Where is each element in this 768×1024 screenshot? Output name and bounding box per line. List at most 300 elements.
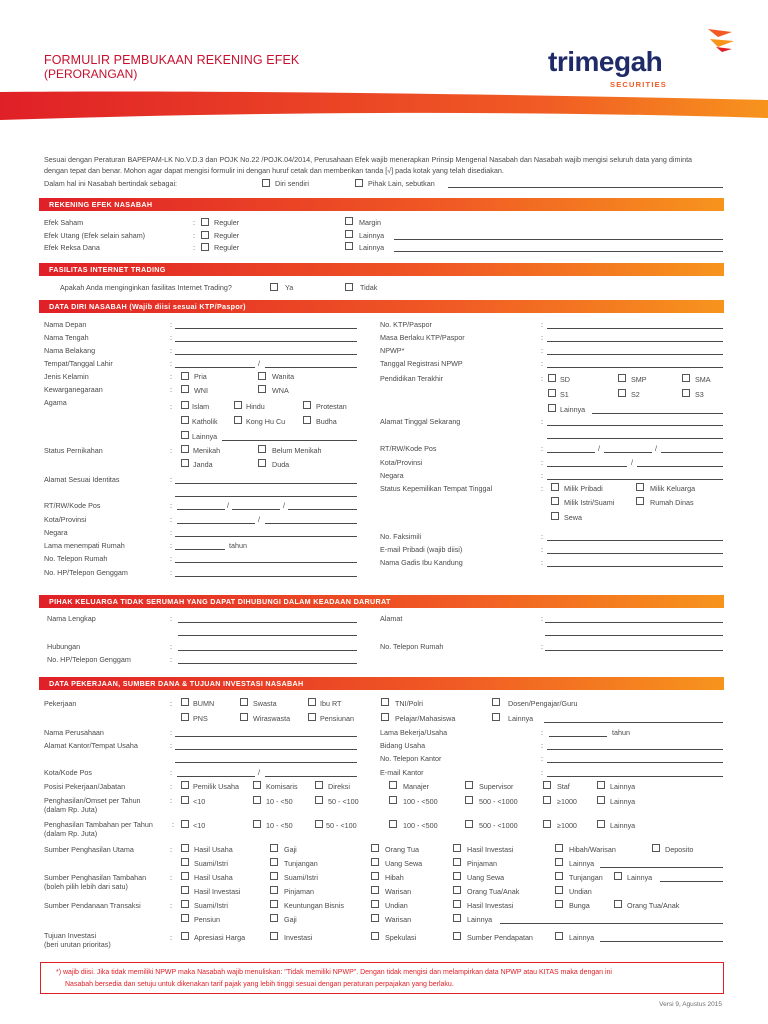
reksa-lainnya-field[interactable] <box>394 251 723 252</box>
masa-berlaku-label: Masa Berlaku KTP/Paspor <box>380 333 465 342</box>
jenis-kelamin-label: Jenis Kelamin <box>44 372 89 381</box>
hasil-investasi-label: Hasil Investasi <box>194 887 241 896</box>
agama-lainnya-field[interactable] <box>222 440 357 441</box>
belum-menikah-checkbox[interactable] <box>258 445 266 453</box>
hasil-investasi-label: Hasil Investasi <box>467 901 514 910</box>
utang-lainnya-field[interactable] <box>394 239 723 240</box>
tempat-lahir-field[interactable] <box>175 367 255 368</box>
npwp-field[interactable] <box>547 354 723 355</box>
nama-belakang-field[interactable] <box>175 354 357 355</box>
utama-pinjaman-checkbox[interactable] <box>453 858 461 866</box>
hasil-usaha-label: Hasil Usaha <box>194 873 233 882</box>
rumah-dinas-label: Rumah Dinas <box>650 498 694 507</box>
keluarga-nama-field-2[interactable] <box>178 635 357 636</box>
alamat-tinggal-field-1[interactable] <box>547 425 723 426</box>
tni-checkbox[interactable] <box>381 698 389 706</box>
lainnya-label: Lainnya <box>560 405 586 414</box>
dosen-checkbox[interactable] <box>492 698 500 706</box>
pelajar-checkbox[interactable] <box>381 713 389 721</box>
hindu-checkbox[interactable] <box>234 401 242 409</box>
islam-checkbox[interactable] <box>181 401 189 409</box>
pria-checkbox[interactable] <box>181 372 189 380</box>
smp-checkbox[interactable] <box>618 374 626 382</box>
reguler-label: Reguler <box>214 218 240 227</box>
tambahan-r6-checkbox[interactable] <box>543 820 551 828</box>
range-label: 500 - <1000 <box>479 821 518 830</box>
lainnya-label: Lainnya <box>610 821 636 830</box>
dana-pensiun-checkbox[interactable] <box>181 914 189 922</box>
protestan-checkbox[interactable] <box>303 401 311 409</box>
nama-depan-field[interactable] <box>175 328 357 329</box>
direksi-checkbox[interactable] <box>315 781 323 789</box>
rumah-dinas-checkbox[interactable] <box>636 497 644 505</box>
hasil-usaha-label: Hasil Usaha <box>194 845 233 854</box>
sma-checkbox[interactable] <box>682 374 690 382</box>
alamat-kantor-field-1[interactable] <box>175 749 357 750</box>
keluarga-alamat-field-1[interactable] <box>545 622 723 623</box>
agama-lainnya-checkbox[interactable] <box>181 431 189 439</box>
utama-hasil-investasi-checkbox[interactable] <box>453 844 461 852</box>
sumber-utama-label: Sumber Penghasilan Utama <box>44 845 134 854</box>
wanita-label: Wanita <box>272 372 295 381</box>
utama-deposito-checkbox[interactable] <box>652 844 660 852</box>
pendidikan-label: Pendidikan Terakhir <box>380 374 443 383</box>
katholik-checkbox[interactable] <box>181 416 189 424</box>
kodepos-tinggal-field[interactable] <box>661 452 723 453</box>
manajer-label: Manajer <box>403 782 429 791</box>
section-header-pekerjaan: DATA PEKERJAAN, SUMBER DANA & TUJUAN INVESTASI NASABAH <box>39 677 724 690</box>
email-kantor-field[interactable] <box>547 776 723 777</box>
staf-checkbox[interactable] <box>543 781 551 789</box>
gaji-label: Gaji <box>284 915 297 924</box>
smp-label: SMP <box>631 375 647 384</box>
dana-hasil-investasi-checkbox[interactable] <box>453 900 461 908</box>
s2-label: S2 <box>631 390 640 399</box>
sd-checkbox[interactable] <box>548 374 556 382</box>
milik-keluarga-label: Milik Keluarga <box>650 484 696 493</box>
dana-bunga-checkbox[interactable] <box>555 900 563 908</box>
securities-logo-text: SECURITIES <box>610 80 668 89</box>
keluarga-hp-field[interactable] <box>178 663 357 664</box>
konghucu-checkbox[interactable] <box>234 416 242 424</box>
tambahan-r5-checkbox[interactable] <box>465 820 473 828</box>
penghasilan-label: Penghasilan/Omset per Tahun <box>44 796 141 805</box>
masa-berlaku-field[interactable] <box>547 341 723 342</box>
budha-checkbox[interactable] <box>303 416 311 424</box>
dana-keuntungan-checkbox[interactable] <box>270 900 278 908</box>
kota-label: Kota/Provinsi <box>44 515 87 524</box>
janda-checkbox[interactable] <box>181 459 189 467</box>
deposito-label: Deposito <box>665 845 694 854</box>
rw-tinggal-field[interactable] <box>604 452 652 453</box>
provinsi-tinggal-field[interactable] <box>637 466 723 467</box>
telp-kantor-field[interactable] <box>547 762 723 763</box>
investasi-label: Investasi <box>284 933 313 942</box>
uang-sewa-label: Uang Sewa <box>385 859 423 868</box>
bumn-label: BUMN <box>193 699 215 708</box>
posisi-label: Posisi Pekerjaan/Jabatan <box>44 782 126 791</box>
penghasilan-r1-checkbox[interactable] <box>181 796 189 804</box>
kodepos-kantor-field[interactable] <box>265 776 357 777</box>
duda-checkbox[interactable] <box>258 459 266 467</box>
pelajar-label: Pelajar/Mahasiswa <box>395 714 456 723</box>
pihak-lain-label: Pihak Lain, sebutkan <box>368 179 435 188</box>
menikah-checkbox[interactable] <box>181 445 189 453</box>
dalam-juta-label: (dalam Rp. Juta) <box>44 805 98 814</box>
ibu-rt-checkbox[interactable] <box>308 698 316 706</box>
pemilik-usaha-checkbox[interactable] <box>181 781 189 789</box>
tambahan-pinjaman-checkbox[interactable] <box>270 886 278 894</box>
npwp-note-box <box>40 962 724 994</box>
orang-tua-anak-label: Orang Tua/Anak <box>627 901 680 910</box>
range-label: <10 <box>193 821 206 830</box>
pensiunan-checkbox[interactable] <box>308 713 316 721</box>
tambahan-r4-checkbox[interactable] <box>389 820 397 828</box>
warisan-label: Warisan <box>385 887 412 896</box>
range-label: 100 - <500 <box>403 797 438 806</box>
alamat-identitas-field-1[interactable] <box>175 483 357 484</box>
ttl-label: Tempat/Tanggal Lahir <box>44 359 113 368</box>
warisan-label: Warisan <box>385 915 412 924</box>
telp-rumah-field[interactable] <box>175 562 357 563</box>
keluarga-nama-field-1[interactable] <box>178 622 357 623</box>
tunjangan-label: Tunjangan <box>569 873 603 882</box>
dana-undian-checkbox[interactable] <box>371 900 379 908</box>
hasil-investasi-label: Hasil Investasi <box>467 845 514 854</box>
hubungan-field[interactable] <box>178 650 357 651</box>
tambahan-hibah-checkbox[interactable] <box>371 872 379 880</box>
s1-checkbox[interactable] <box>548 389 556 397</box>
range-label: <10 <box>193 797 206 806</box>
agama-label: Agama <box>44 398 67 407</box>
trimegah-logo-text: trimegah <box>548 46 663 77</box>
tujuan-lainnya-field[interactable] <box>600 941 723 942</box>
gaji-label: Gaji <box>284 845 297 854</box>
tujuan-apresiasi-checkbox[interactable] <box>181 932 189 940</box>
alamat-identitas-label: Alamat Sesuai Identitas <box>44 475 120 484</box>
pekerjaan-label: Pekerjaan <box>44 699 77 708</box>
hindu-label: Hindu <box>246 402 265 411</box>
tambahan-r3-checkbox[interactable] <box>315 820 323 828</box>
bunga-label: Bunga <box>569 901 590 910</box>
margin-checkbox[interactable] <box>345 217 353 225</box>
tambahan-warisan-checkbox[interactable] <box>371 886 379 894</box>
nama-depan-label: Nama Depan <box>44 320 87 329</box>
penghasilan-r6-checkbox[interactable] <box>543 796 551 804</box>
tujuan-lainnya-checkbox[interactable] <box>555 932 563 940</box>
tambahan-lainnya-checkbox[interactable] <box>614 872 622 880</box>
janda-label: Janda <box>193 460 213 469</box>
pekerjaan-lainnya-checkbox[interactable] <box>492 713 500 721</box>
s3-checkbox[interactable] <box>682 389 690 397</box>
orang-tua-label: Orang Tua <box>385 845 419 854</box>
rt-rw-label: RT/RW/Kode Pos <box>44 501 101 510</box>
nama-tengah-field[interactable] <box>175 341 357 342</box>
utang-reguler-checkbox[interactable] <box>201 231 209 239</box>
saham-reguler-checkbox[interactable] <box>201 218 209 226</box>
rt-tinggal-field[interactable] <box>547 452 595 453</box>
alamat-tinggal-field-2[interactable] <box>547 438 723 439</box>
tujuan-sumber-pendapatan-checkbox[interactable] <box>453 932 461 940</box>
bumn-checkbox[interactable] <box>181 698 189 706</box>
tahun-label: tahun <box>612 728 630 737</box>
bidang-usaha-field[interactable] <box>547 749 723 750</box>
s2-checkbox[interactable] <box>618 389 626 397</box>
duda-label: Duda <box>272 460 290 469</box>
alamat-tinggal-label: Alamat Tinggal Sekarang <box>380 417 461 426</box>
lama-menempati-label: Lama menempati Rumah <box>44 541 125 550</box>
nama-perusahaan-label: Nama Perusahaan <box>44 728 104 737</box>
wna-checkbox[interactable] <box>258 385 266 393</box>
boleh-label: (boleh pilih lebih dari satu) <box>44 882 128 891</box>
keluarga-alamat-label: Alamat <box>380 614 403 623</box>
tujuan-investasi-label: Tujuan Investasi <box>44 931 97 940</box>
sewa-checkbox[interactable] <box>551 512 559 520</box>
nama-perusahaan-field[interactable] <box>175 736 357 737</box>
negara-tinggal-field[interactable] <box>547 479 723 480</box>
status-rumah-label: Status Kepemilikan Tempat Tinggal <box>380 484 493 493</box>
tambahan-tunjangan-checkbox[interactable] <box>555 872 563 880</box>
rt-rw-label: RT/RW/Kode Pos <box>380 444 437 453</box>
utama-orang-tua-checkbox[interactable] <box>371 844 379 852</box>
reksa-lainnya-checkbox[interactable] <box>345 242 353 250</box>
orang-tua-anak-label: Orang Tua/Anak <box>467 887 520 896</box>
wna-label: WNA <box>272 386 289 395</box>
wiraswasta-label: Wiraswasta <box>253 714 291 723</box>
tambahan-r1-checkbox[interactable] <box>181 820 189 828</box>
kota-field[interactable] <box>177 523 255 524</box>
penghasilan-r4-checkbox[interactable] <box>389 796 397 804</box>
keluarga-nama-label: Nama Lengkap <box>47 614 96 623</box>
utama-tunjangan-checkbox[interactable] <box>270 858 278 866</box>
tambahan-undian-checkbox[interactable] <box>555 886 563 894</box>
dosen-label: Dosen/Pengajar/Guru <box>508 699 578 708</box>
email-kantor-label: E-mail Kantor <box>380 768 424 777</box>
tunjangan-label: Tunjangan <box>284 859 318 868</box>
range-label: 10 - <50 <box>266 821 293 830</box>
kewarganegaraan-label: Kewarganegaraan <box>44 385 103 394</box>
pihak-lain-field[interactable] <box>448 187 723 188</box>
dana-warisan-checkbox[interactable] <box>371 914 379 922</box>
ibu-kandung-field[interactable] <box>547 566 723 567</box>
tambahan-r2-checkbox[interactable] <box>253 820 261 828</box>
pensiunan-label: Pensiunan <box>320 714 354 723</box>
utang-lainnya-checkbox[interactable] <box>345 230 353 238</box>
lainnya-label: Lainnya <box>569 859 595 868</box>
milik-istri-checkbox[interactable] <box>551 497 559 505</box>
sumber-tambahan-label: Sumber Penghasilan Tambahan <box>44 873 147 882</box>
hp-label: No. HP/Telepon Genggam <box>44 568 128 577</box>
tambahan-hasil-usaha-checkbox[interactable] <box>181 872 189 880</box>
keluarga-telp-label: No. Telepon Rumah <box>380 642 444 651</box>
reksa-reguler-checkbox[interactable] <box>201 243 209 251</box>
posisi-lainnya-checkbox[interactable] <box>597 781 605 789</box>
note-line2: Nasabah bersedia dan setuju untuk dikenakan tarif pajak yang lebih tinggi sesuai dengan peraturan perpajakan yang berlaku. <box>65 981 454 988</box>
lama-bekerja-label: Lama Bekerja/Usaha <box>380 728 448 737</box>
faks-field[interactable] <box>547 540 723 541</box>
pemilik-usaha-label: Pemilik Usaha <box>193 782 239 791</box>
acting-as-label: Dalam hal ini Nasabah bertindak sebagai: <box>44 179 178 188</box>
keluarga-telp-field[interactable] <box>545 650 723 651</box>
reguler-label: Reguler <box>214 231 240 240</box>
pendidikan-lainnya-field[interactable] <box>592 413 723 414</box>
sumber-dana-label: Sumber Pendanaan Transaksi <box>44 901 141 910</box>
email-field[interactable] <box>547 553 723 554</box>
header-swoosh-decoration <box>0 88 768 128</box>
manajer-checkbox[interactable] <box>389 781 397 789</box>
milik-keluarga-checkbox[interactable] <box>636 483 644 491</box>
kota-kodepos-label: Kota/Kode Pos <box>44 768 92 777</box>
penghasilan-tambahan-label: Penghasilan Tambahan per Tahun <box>44 820 153 829</box>
lainnya-label: Lainnya <box>359 243 385 252</box>
alamat-kantor-label: Alamat Kantor/Tempat Usaha <box>44 741 138 750</box>
undian-label: Undian <box>569 887 592 896</box>
internet-tidak-checkbox[interactable] <box>345 283 353 291</box>
pendidikan-lainnya-checkbox[interactable] <box>548 404 556 412</box>
swasta-checkbox[interactable] <box>240 698 248 706</box>
lainnya-label: Lainnya <box>569 933 595 942</box>
milik-pribadi-checkbox[interactable] <box>551 483 559 491</box>
kota-tinggal-field[interactable] <box>547 466 627 467</box>
dalam-juta-label: (dalam Rp. Juta) <box>44 829 98 838</box>
penghasilan-r2-checkbox[interactable] <box>253 796 261 804</box>
rw-field[interactable] <box>232 509 280 510</box>
pensiun-label: Pensiun <box>194 915 220 924</box>
dana-orang-tua-anak-checkbox[interactable] <box>614 900 622 908</box>
rt-field[interactable] <box>177 509 225 510</box>
section-header-keluarga: PIHAK KELUARGA TIDAK SERUMAH YANG DAPAT DIHUBUNGI DALAM KEADAAN DARURAT <box>39 595 724 608</box>
hp-field[interactable] <box>175 576 357 577</box>
suami-istri-label: Suami/Istri <box>194 901 228 910</box>
sma-label: SMA <box>695 375 711 384</box>
form-subtitle: (PERORANGAN) <box>44 67 138 81</box>
wni-checkbox[interactable] <box>181 385 189 393</box>
pria-label: Pria <box>194 372 207 381</box>
ktp-label: No. KTP/Paspor <box>380 320 432 329</box>
kodepos-field[interactable] <box>288 509 357 510</box>
utama-lainnya-checkbox[interactable] <box>555 858 563 866</box>
provinsi-field[interactable] <box>265 523 357 524</box>
utama-hibah-warisan-checkbox[interactable] <box>555 844 563 852</box>
tambahan-lainnya-field[interactable] <box>660 881 723 882</box>
kota-kantor-field[interactable] <box>177 776 255 777</box>
pns-checkbox[interactable] <box>181 713 189 721</box>
utama-uang-sewa-checkbox[interactable] <box>371 858 379 866</box>
section-header-rekening: REKENING EFEK NASABAH <box>39 198 724 211</box>
undian-label: Undian <box>385 901 408 910</box>
pekerjaan-lainnya-field[interactable] <box>544 722 723 723</box>
sd-label: SD <box>560 375 570 384</box>
katholik-label: Katholik <box>192 417 218 426</box>
wiraswasta-checkbox[interactable] <box>240 713 248 721</box>
pihak-lain-checkbox[interactable] <box>355 179 363 187</box>
dana-lainnya-field[interactable] <box>500 923 723 924</box>
islam-label: Islam <box>192 402 210 411</box>
telp-rumah-label: No. Telepon Rumah <box>44 554 108 563</box>
diri-sendiri-checkbox[interactable] <box>262 179 270 187</box>
tambahan-lainnya-checkbox[interactable] <box>597 820 605 828</box>
dana-suami-istri-checkbox[interactable] <box>181 900 189 908</box>
tambahan-hasil-investasi-checkbox[interactable] <box>181 886 189 894</box>
sumber-pendapatan-label: Sumber Pendapatan <box>467 933 533 942</box>
utama-suami-istri-checkbox[interactable] <box>181 858 189 866</box>
ibu-rt-label: Ibu RT <box>320 699 342 708</box>
dana-gaji-checkbox[interactable] <box>270 914 278 922</box>
section-header-data-diri: DATA DIRI NASABAH (Wajib diisi sesuai KTP/Paspor) <box>39 300 724 313</box>
lama-menempati-field[interactable] <box>175 549 225 550</box>
apresiasi-label: Apresiasi Harga <box>194 933 246 942</box>
tgl-npwp-field[interactable] <box>547 367 723 368</box>
utama-hasil-usaha-checkbox[interactable] <box>181 844 189 852</box>
tanggal-lahir-field[interactable] <box>265 367 357 368</box>
section-header-internet: FASILITAS INTERNET TRADING <box>39 263 724 276</box>
milik-istri-label: Milik Istri/Suami <box>564 498 615 507</box>
menikah-label: Menikah <box>193 446 221 455</box>
negara-field[interactable] <box>175 536 357 537</box>
dana-lainnya-checkbox[interactable] <box>453 914 461 922</box>
supervisor-checkbox[interactable] <box>465 781 473 789</box>
range-label: ≥1000 <box>557 821 577 830</box>
telp-kantor-label: No. Telepon Kantor <box>380 754 442 763</box>
wanita-checkbox[interactable] <box>258 372 266 380</box>
penghasilan-r5-checkbox[interactable] <box>465 796 473 804</box>
protestan-label: Protestan <box>316 402 347 411</box>
milik-pribadi-label: Milik Pribadi <box>564 484 603 493</box>
utama-lainnya-field[interactable] <box>600 867 723 868</box>
tahun-label: tahun <box>229 541 247 550</box>
keluarga-alamat-field-2[interactable] <box>545 635 723 636</box>
tambahan-orang-tua-anak-checkbox[interactable] <box>453 886 461 894</box>
penghasilan-r3-checkbox[interactable] <box>315 796 323 804</box>
tambahan-suami-istri-checkbox[interactable] <box>270 872 278 880</box>
diri-sendiri-label: Diri sendiri <box>275 179 309 188</box>
tujuan-spekulasi-checkbox[interactable] <box>371 932 379 940</box>
belum-menikah-label: Belum Menikah <box>272 446 322 455</box>
supervisor-label: Supervisor <box>479 782 514 791</box>
negara-label: Negara <box>380 471 404 480</box>
lainnya-label: Lainnya <box>610 782 636 791</box>
nama-tengah-label: Nama Tengah <box>44 333 89 342</box>
ibu-kandung-label: Nama Gadis Ibu Kandung <box>380 558 463 567</box>
penghasilan-lainnya-checkbox[interactable] <box>597 796 605 804</box>
lainnya-label: Lainnya <box>359 231 385 240</box>
lama-bekerja-field[interactable] <box>549 736 607 737</box>
efek-reksa-label: Efek Reksa Dana <box>44 243 100 252</box>
tambahan-uang-sewa-checkbox[interactable] <box>453 872 461 880</box>
range-label: 50 - <100 <box>326 821 357 830</box>
utama-gaji-checkbox[interactable] <box>270 844 278 852</box>
tidak-label: Tidak <box>360 283 378 292</box>
lainnya-label: Lainnya <box>508 714 534 723</box>
efek-saham-label: Efek Saham <box>44 218 84 227</box>
alamat-kantor-field-2[interactable] <box>175 762 357 763</box>
tni-label: TNI/Polri <box>395 699 423 708</box>
internet-ya-checkbox[interactable] <box>270 283 278 291</box>
margin-label: Margin <box>359 218 381 227</box>
alamat-identitas-field-2[interactable] <box>175 496 357 497</box>
spekulasi-label: Spekulasi <box>385 933 417 942</box>
komisaris-checkbox[interactable] <box>253 781 261 789</box>
nama-belakang-label: Nama Belakang <box>44 346 96 355</box>
intro-text-line1: Sesuai dengan Peraturan BAPEPAM-LK No.V.D.3 dan POJK No.22 /POJK.04/2014, Perusahaan Efek wajib menerapkan Prinsip Mengenal Nasabah dan Nasabah wajib mengisi seluruh data yang diminta <box>44 155 693 164</box>
ktp-field[interactable] <box>547 328 723 329</box>
range-label: 50 - <100 <box>328 797 359 806</box>
efek-utang-label: Efek Utang (Efek selain saham) <box>44 231 146 240</box>
staf-label: Staf <box>557 782 570 791</box>
internet-question: Apakah Anda menginginkan fasilitas Internet Trading? <box>60 283 232 292</box>
tujuan-investasi-checkbox[interactable] <box>270 932 278 940</box>
ya-label: Ya <box>285 283 294 292</box>
